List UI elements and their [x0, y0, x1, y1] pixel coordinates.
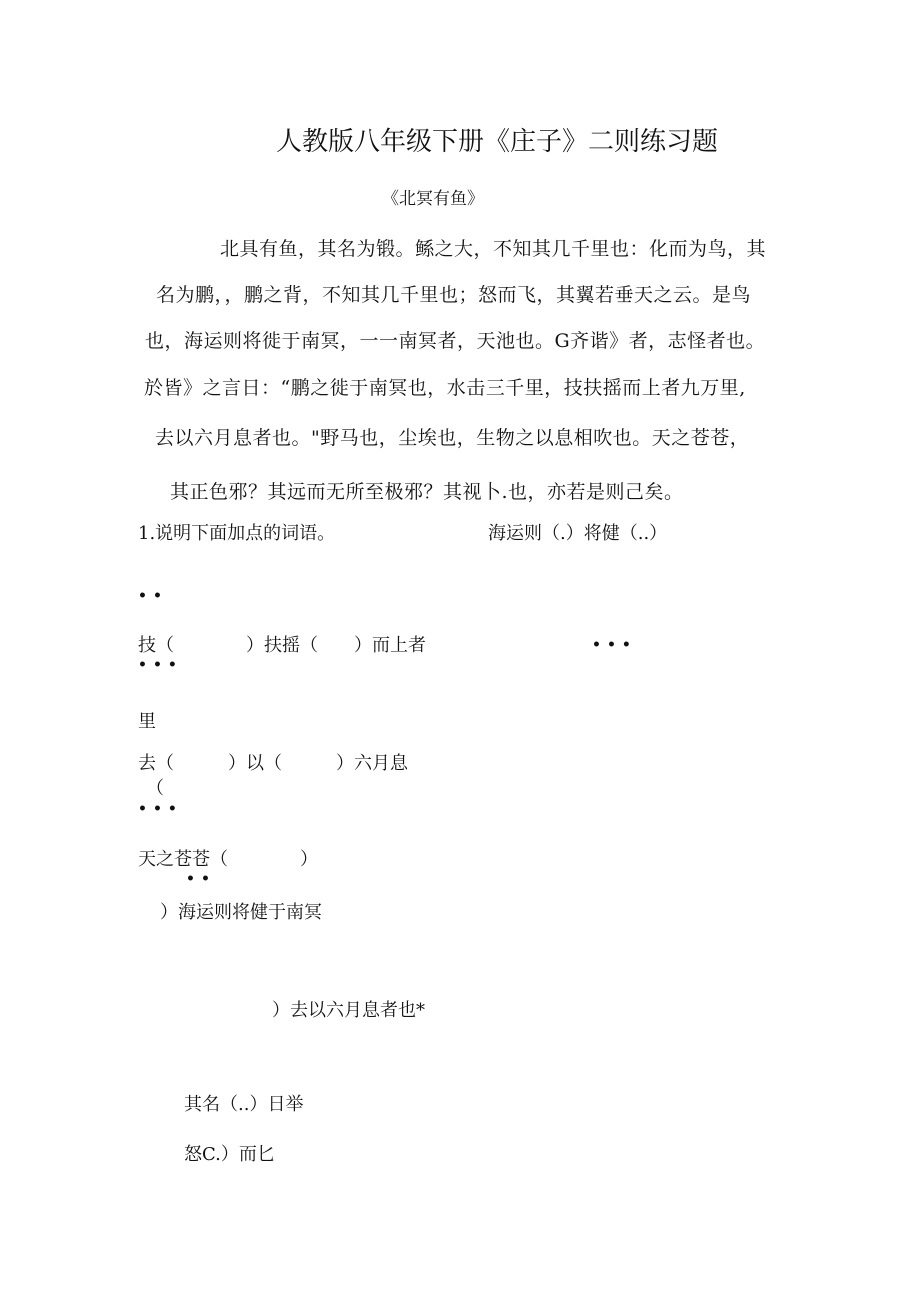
question-line-nu: 怒C.）而匕: [184, 1144, 275, 1165]
section-subtitle: 《北冥有鱼》: [382, 189, 484, 209]
passage-line: 北具有鱼，其名为锻。鲧之大，不知其几千里也：化而为鸟，其: [220, 238, 767, 260]
passage-line: 名为鹏，，鹏之背，不知其几千里也；怒而飞，其翼若垂天之云。是鸟: [156, 284, 752, 306]
passage-line: 於皆》之言日：“鹏之徙于南冥也，水击三千里，技扶摇而上者九万里,: [144, 377, 746, 399]
question-line-tian: 天之苍苍（ ）: [138, 849, 318, 870]
page-title: 人教版八年级下册《庄子》二则练习题: [276, 127, 719, 157]
emphasis-dots: ••: [138, 588, 168, 604]
question-line-qu: 去（ ）以（ ）六月息: [138, 753, 408, 774]
emphasis-dots: •••: [138, 801, 183, 817]
question-line-li: 里: [138, 711, 156, 732]
passage-line: 其正色邪？其远而无所至极邪？其视卜.也，亦若是则己矣。: [170, 481, 684, 503]
question-line-ji: 技（ ）扶摇（ ）而上者: [138, 635, 426, 656]
emphasis-dots: •••: [592, 637, 637, 653]
emphasis-dots: ••: [186, 871, 216, 887]
question-1-intro: 1.说明下面加点的词语。: [138, 523, 336, 544]
passage-line: 也，海运则将徙于南冥，一一南冥者，天池也。G齐谐》者，志怪者也。: [145, 330, 766, 352]
passage-line: 去以六月息者也。"野马也，尘埃也，生物之以息相吹也。天之苍苍，: [155, 427, 750, 449]
question-line-hai: ）海运则将健于南冥: [160, 902, 322, 923]
question-line-qiming: 其名（..）日举: [184, 1094, 304, 1115]
question-1-side: 海运则（.）将健（..）: [488, 523, 668, 544]
emphasis-dots: •••: [138, 657, 183, 673]
question-line-qu2: ）去以六月息者也*: [272, 1000, 425, 1021]
open-paren: （: [146, 778, 164, 799]
